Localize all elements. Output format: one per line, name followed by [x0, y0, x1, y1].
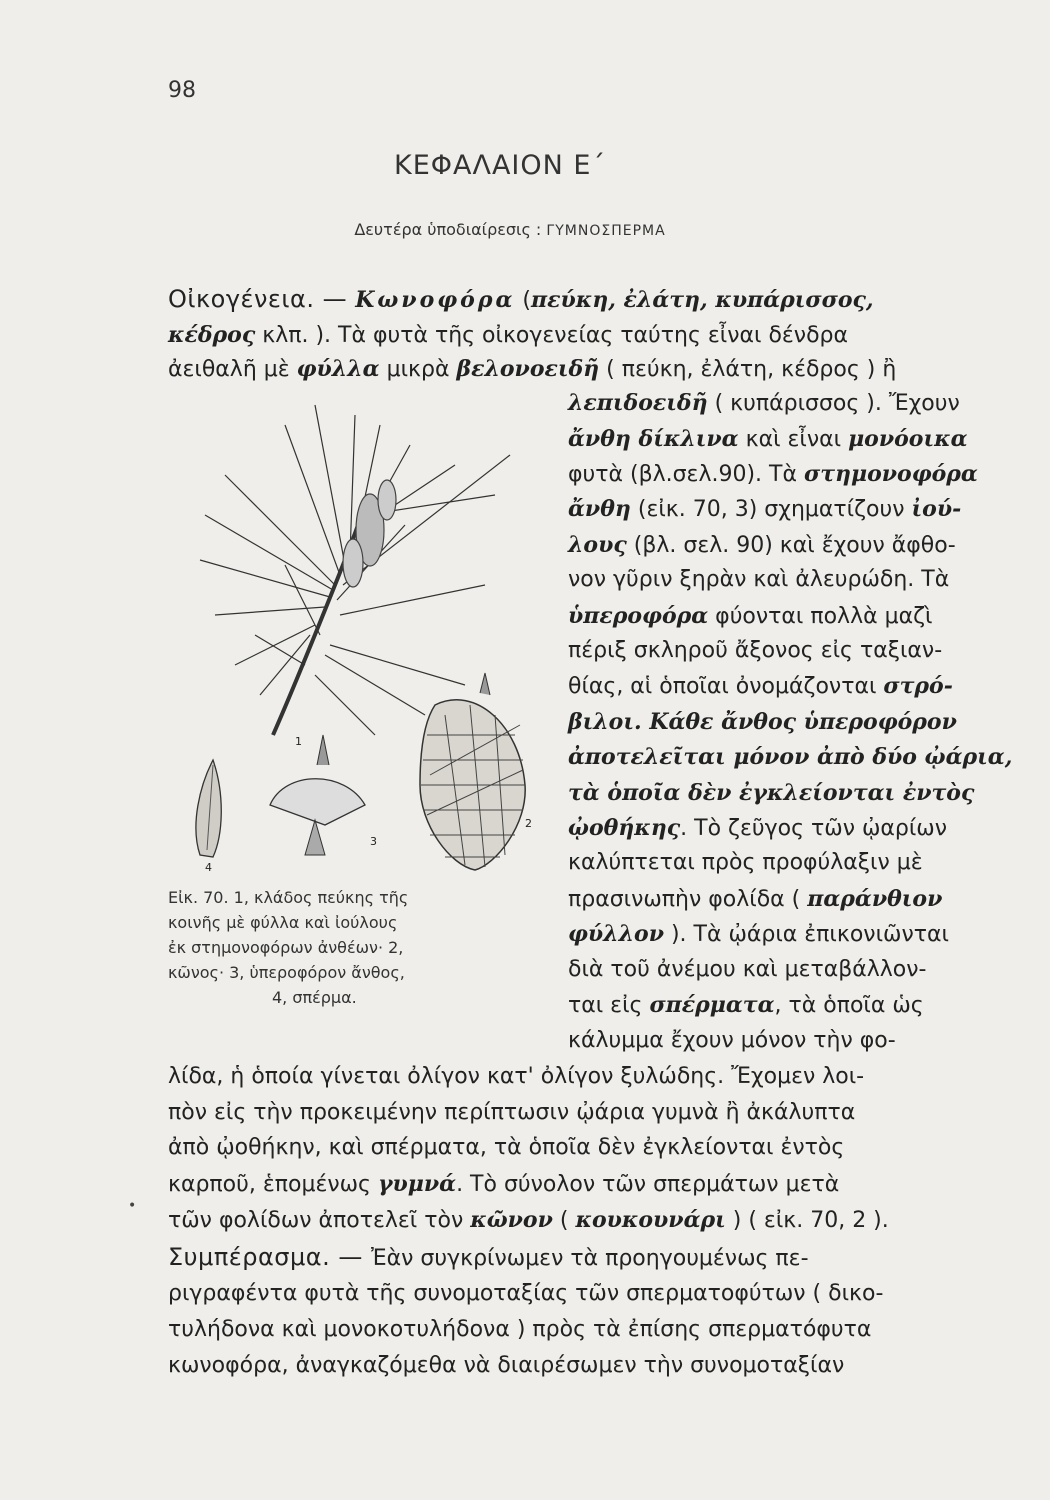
text-run: στρό-: [883, 673, 953, 699]
text-line: [168, 1203, 1023, 1238]
subdivision-name: ΓΥΜΝΟΣΠΕΡΜΑ: [546, 223, 666, 239]
text-run: φύλλα: [296, 356, 380, 382]
section-heading: Συμπέρασμα. —: [168, 1243, 371, 1271]
figure-caption: [168, 885, 553, 1010]
text-run: τὰ ὁποῖα δὲν ἐγκλείονται ἐντὸς: [568, 780, 975, 806]
text-run: βελονοειδῆ: [456, 356, 600, 382]
text-line: [568, 634, 1023, 668]
text-run: τῶν φολίδων ἀποτελεῖ τὸν: [168, 1208, 471, 1233]
text-line: [568, 669, 1023, 704]
text-line: [168, 318, 1023, 353]
text-run: (: [552, 1208, 576, 1233]
text-run: ὑπεροφόρα: [568, 603, 709, 629]
text-run: καρποῦ, ἑπομένως: [168, 1172, 378, 1197]
text-run: νον γῦριν ξηρὰν καὶ ἀλευρώδη. Τὰ: [568, 567, 950, 592]
section-heading: Οἰκογένεια. —: [168, 285, 356, 313]
text-run: καὶ εἶναι: [738, 427, 849, 452]
text-run: φυτὰ (βλ.σελ.90). Τὰ: [568, 462, 804, 487]
text-run: ἀπὸ ᾠοθήκην, καὶ σπέρματα, τὰ ὁποῖα δὲν ἐγκλείονται ἐντὸς: [168, 1135, 845, 1160]
caption-line: ἐκ στημονοφόρων ἀνθέων· 2,: [168, 938, 404, 957]
pine-branch: [200, 405, 510, 735]
text-run: ται εἰς: [568, 993, 650, 1018]
text-line: [568, 811, 1023, 846]
text-run: ( κυπάρισσος ). Ἔχουν: [707, 391, 960, 416]
text-line: [568, 599, 1023, 634]
text-line: [568, 492, 1023, 527]
caption-line: κῶνος· 3, ὑπεροφόρον ἄνθος,: [168, 963, 405, 982]
text-run: πεύκη, ἐλάτη, κυπάρισσος,: [530, 287, 874, 313]
text-run: (: [515, 288, 531, 313]
text-run: ). Τὰ ᾠάρια ἐπικονιῶνται: [663, 922, 949, 947]
caption-line: κοινῆς μὲ φύλλα καὶ ἰούλους: [168, 913, 398, 932]
text-run: τυλήδονα καὶ μονοκοτυλήδονα ) πρὸς τὰ ἐπίσης σπερματόφυτα: [168, 1317, 872, 1342]
text-line: [568, 422, 1023, 457]
text-line: [568, 740, 1023, 775]
seed-drawing: [196, 760, 221, 857]
pine-cone: [420, 673, 525, 870]
text-run: πὸν εἰς τὴν προκειμένην περίπτωσιν ᾠάρια γυμνὰ ἢ ἀκάλυπτα: [168, 1100, 856, 1125]
text-line: [168, 1313, 1023, 1347]
text-run: καλύπτεται πρὸς προφύλαξιν μὲ: [568, 850, 923, 875]
figure-label-3: 3: [370, 835, 377, 848]
text-run: κέδρος: [168, 322, 256, 348]
text-run: κῶνον: [470, 1207, 553, 1233]
text-line: [168, 1349, 1023, 1383]
figure-label-1: 1: [295, 735, 302, 748]
text-run: ἄνθη δίκλινα: [568, 426, 739, 452]
text-run: γυμνά: [377, 1171, 457, 1197]
text-run: Ἐὰν συγκρίνωμεν τὰ προηγουμένως πε-: [370, 1246, 809, 1271]
text-run: . Τὸ σύνολον τῶν σπερμάτων μετὰ: [456, 1172, 840, 1197]
text-line: [168, 1240, 1023, 1276]
figure-label-4: 4: [205, 861, 212, 874]
text-line: [568, 953, 1023, 987]
text-run: κάλυμμα ἔχουν μόνον τὴν φο-: [568, 1028, 896, 1053]
family-name: Κωνοφόρα: [355, 287, 516, 313]
text-run: λεπιδοειδῆ: [568, 390, 708, 416]
text-run: μονόοικα: [848, 426, 968, 452]
text-run: κωνοφόρα, ἀναγκαζόμεθα νὰ διαιρέσωμεν τὴν συνομοταξίαν: [168, 1353, 845, 1378]
text-line: [568, 705, 1023, 740]
text-line: [568, 988, 1023, 1023]
text-line: [168, 1277, 1023, 1311]
text-run: λους: [568, 532, 627, 558]
text-line: [168, 1167, 1023, 1202]
subdivision-label: Δευτέρα ὑποδιαίρεσις :: [354, 220, 542, 239]
text-line: [568, 457, 1023, 492]
text-run: ἄνθη: [568, 496, 631, 522]
text-run: διὰ τοῦ ἀνέμου καὶ μεταβάλλον-: [568, 957, 927, 982]
figure-label-2: 2: [525, 817, 532, 830]
margin-mark: •: [128, 1198, 137, 1214]
flower-scale-drawing: [270, 735, 365, 855]
text-run: λίδα, ἡ ὁποία γίνεται ὀλίγον κατ' ὀλίγον ξυλώδης. Ἔχομεν λοι-: [168, 1064, 865, 1089]
text-run: ( πεύκη, ἐλάτη, κέδρος ) ἢ: [599, 357, 897, 382]
chapter-title: ΚΕΦΑΛΑΙΟΝ Ε΄: [394, 150, 606, 181]
text-line: [168, 282, 1023, 318]
text-line: [568, 528, 1023, 563]
text-run: φύονται πολλὰ μαζὶ: [708, 604, 933, 629]
text-run: μικρὰ: [379, 357, 457, 382]
text-run: θίας, αἱ ὁποῖαι ὀνομάζονται: [568, 674, 884, 699]
text-run: κλπ. ). Τὰ φυτὰ τῆς οἰκογενείας ταύτης εἶναι δένδρα: [255, 323, 849, 348]
text-line: [168, 1131, 1023, 1165]
text-run: κουκουνάρι: [575, 1207, 726, 1233]
page-number: 98: [168, 78, 196, 103]
text-line: [568, 386, 1023, 421]
text-run: πρασινωπὴν φολίδα (: [568, 887, 808, 912]
text-line: [568, 1024, 1023, 1058]
text-line: [168, 1060, 1023, 1094]
text-run: ἀειθαλῆ μὲ: [168, 357, 297, 382]
caption-line: 4, σπέρμα.: [272, 988, 357, 1007]
text-run: (εἰκ. 70, 3) σχηματίζουν: [630, 497, 912, 522]
caption-line: Εἰκ. 70. 1, κλάδος πεύκης τῆς: [168, 888, 409, 907]
text-line: [168, 352, 1023, 387]
text-run: ἀποτελεῖται μόνον ἀπὸ δύο ᾠάρια,: [568, 744, 1013, 770]
text-line: [168, 1096, 1023, 1130]
text-line: [568, 882, 1023, 917]
text-run: ἰού-: [911, 496, 962, 522]
pine-illustration: [165, 385, 565, 875]
text-run: ᾠοθήκης: [568, 815, 681, 841]
text-run: φύλλον: [568, 921, 664, 947]
text-line: [568, 846, 1023, 880]
text-run: ) ( εἰκ. 70, 2 ).: [725, 1208, 889, 1233]
text-line: [568, 776, 1023, 811]
text-line: [568, 917, 1023, 952]
text-run: πέριξ σκληροῦ ἄξονος εἰς ταξιαν-: [568, 638, 943, 663]
text-run: σπέρματα: [649, 992, 775, 1018]
text-run: (βλ. σελ. 90) καὶ ἔχουν ἄφθο-: [626, 533, 956, 558]
text-run: ριγραφέντα φυτὰ τῆς συνομοταξίας τῶν σπερματοφύτων ( δικο-: [168, 1281, 884, 1306]
text-run: , τὰ ὁποῖα ὡς: [774, 993, 924, 1018]
text-run: παράνθιον: [807, 886, 943, 912]
text-line: [568, 563, 1023, 597]
text-run: . Τὸ ζεῦγος τῶν ᾠαρίων: [680, 816, 948, 841]
subdivision-heading: [0, 220, 1020, 239]
text-run: βιλοι. Κάθε ἄνθος ὑπεροφόρον: [568, 709, 957, 735]
text-run: στημονοφόρα: [803, 461, 978, 487]
